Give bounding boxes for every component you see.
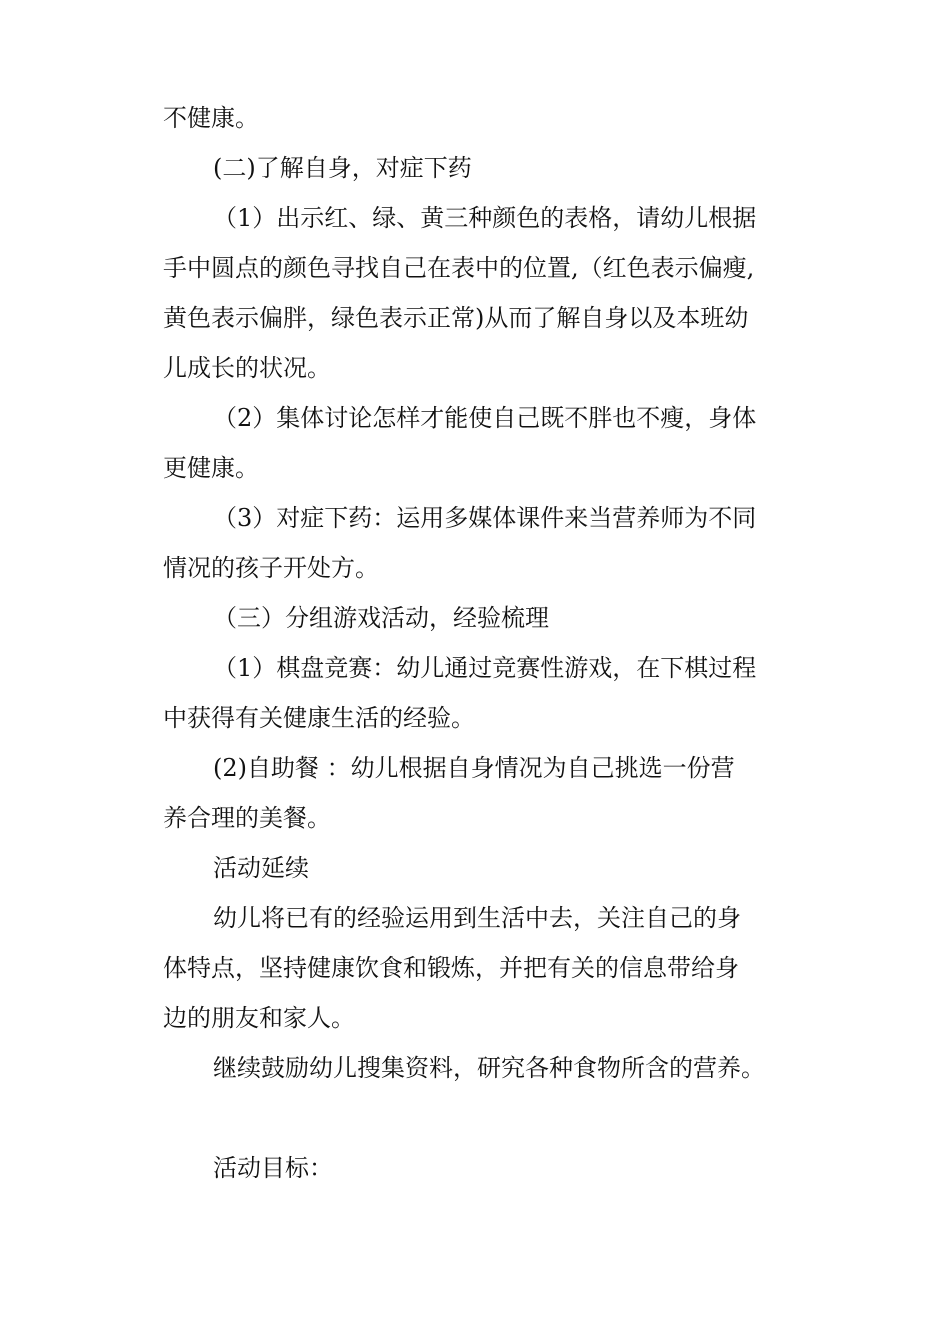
text-line: （3）对症下药：运用多媒体课件来当营养师为不同 — [213, 504, 757, 532]
text-line: 继续鼓励幼儿搜集资料，研究各种食物所含的营养。 — [213, 1054, 765, 1082]
text-line: 边的朋友和家人。 — [163, 1004, 355, 1032]
text-line: 儿成长的状况。 — [163, 354, 331, 382]
text-line: (2)自助餐 ：幼儿根据自身情况为自己挑选一份营 — [213, 754, 735, 782]
text-line: 养合理的美餐。 — [163, 804, 331, 832]
text-line: 中获得有关健康生活的经验。 — [163, 704, 475, 732]
text-line: 情况的孩子开处方。 — [163, 554, 379, 582]
text-line: 不健康。 — [163, 104, 259, 132]
section-heading: （三）分组游戏活动，经验梳理 — [213, 604, 549, 632]
text-line: 黄色表示偏胖，绿色表示正常)从而了解自身以及本班幼 — [163, 304, 749, 332]
text-line: （1）出示红、绿、黄三种颜色的表格，请幼儿根据 — [213, 204, 757, 232]
section-heading: 活动目标： — [213, 1154, 333, 1182]
text-line: 体特点，坚持健康饮食和锻炼，并把有关的信息带给身 — [163, 954, 739, 982]
section-heading: 活动延续 — [213, 854, 309, 882]
text-line: （1）棋盘竞赛：幼儿通过竞赛性游戏，在下棋过程 — [213, 654, 757, 682]
section-heading: (二)了解自身，对症下药 — [213, 154, 472, 182]
text-line: 幼儿将已有的经验运用到生活中去，关注自己的身 — [213, 904, 741, 932]
text-line: 手中圆点的颜色寻找自己在表中的位置,（红色表示偏瘦, — [163, 254, 755, 282]
text-line: 更健康。 — [163, 454, 259, 482]
text-line: （2）集体讨论怎样才能使自己既不胖也不瘦，身体 — [213, 404, 757, 432]
